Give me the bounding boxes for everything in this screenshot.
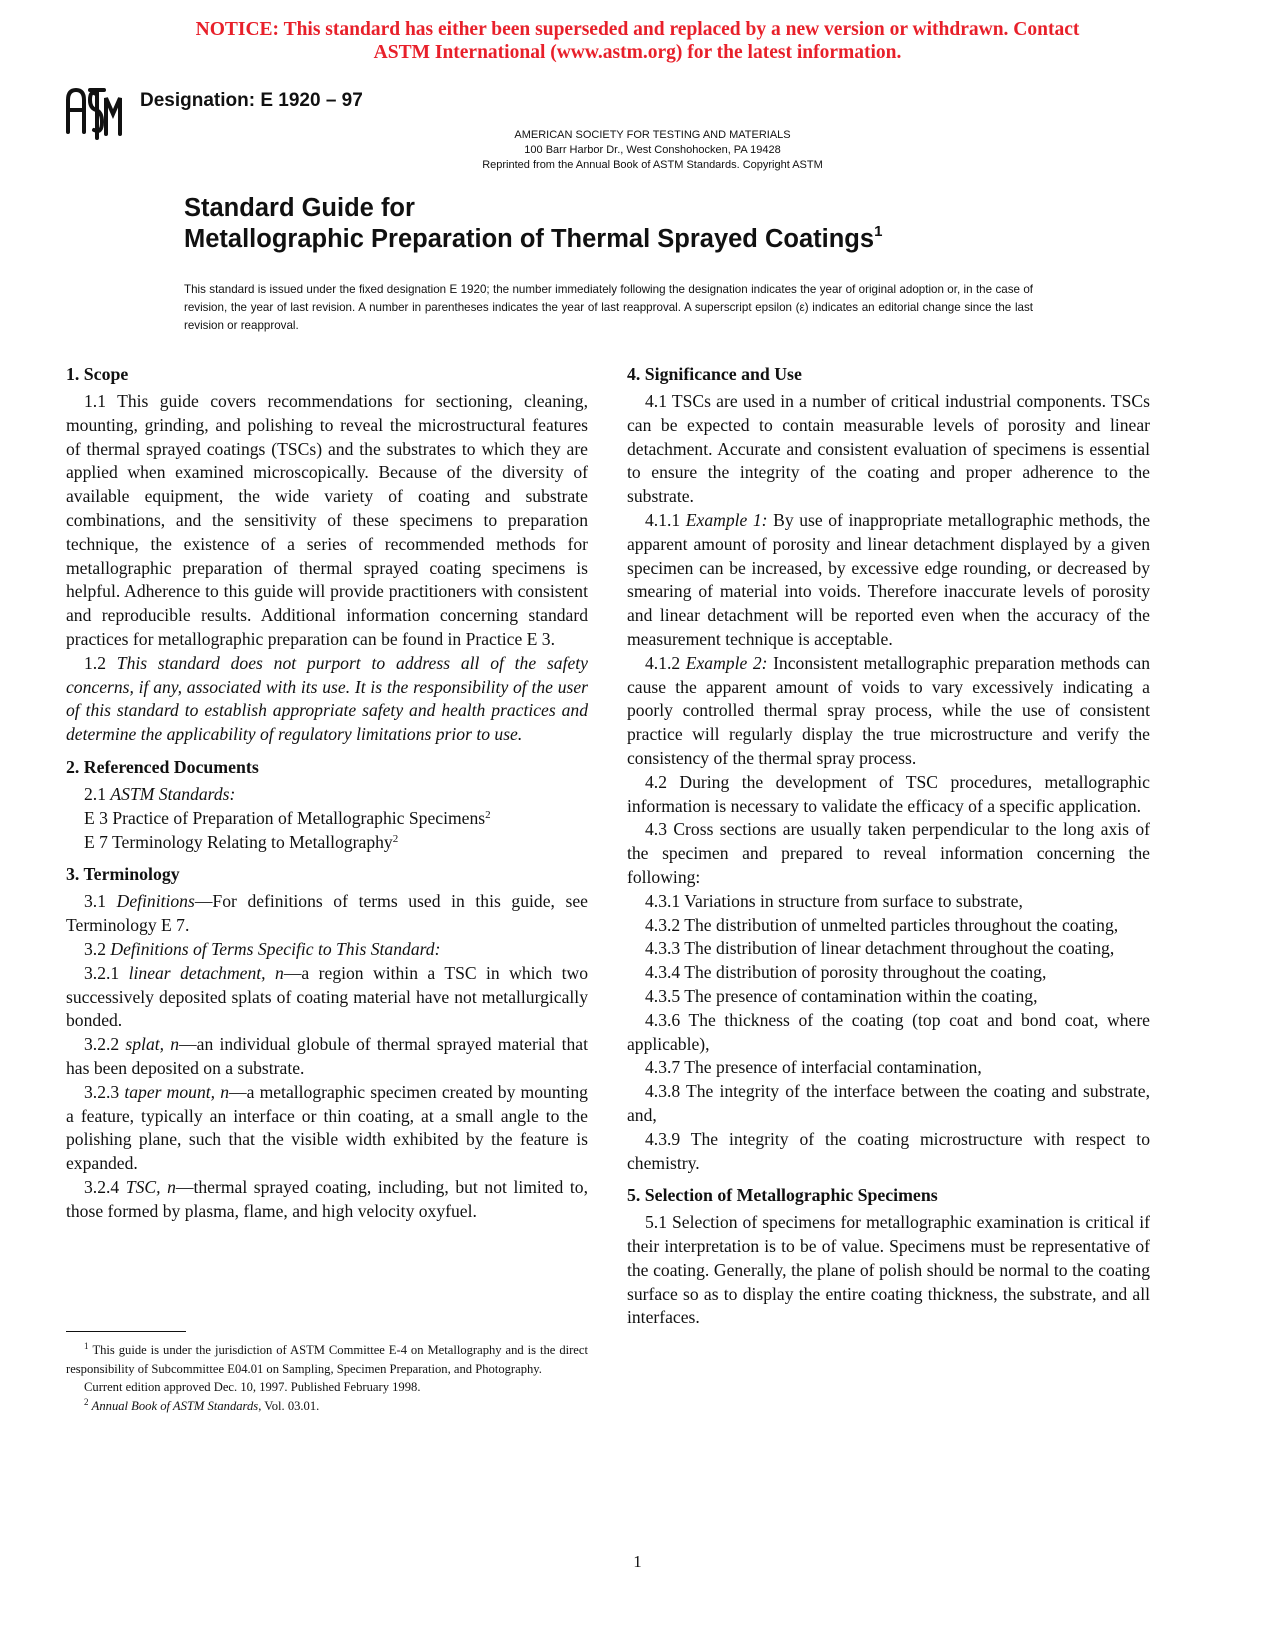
reprint-note: Reprinted from the Annual Book of ASTM Standards. Copyright ASTM (482, 159, 823, 171)
paragraph-4-2: 4.2 During the development of TSC procedures, metallographic information is necessary to validate the efficacy of a specific application. (627, 771, 1150, 816)
left-column (66, 362, 588, 1224)
paragraph-4-3-8: 4.3.8 The integrity of the interface between the coating and substrate, and, (627, 1081, 1150, 1125)
paragraph-3-1: 3.1 Definitions—For definitions of terms used in this guide, see Terminology E 7. (66, 891, 588, 936)
paragraph-4-3: 4.3 Cross sections are usually taken perpendicular to the long axis of the specimen and prepared to reveal information concerning the following: (627, 819, 1150, 887)
paragraph-4-1-1: 4.1.1 Example 1: By use of inappropriate metallographic methods, the apparent amount of porosity and linear detachment displayed by a given specimen can be increased, by excessive edge rounding, or decreased by smearing of material into voids. Therefore inaccurate levels of porosity and linear detachment will be reported even when the accuracy of the measurement technique is acceptable. (627, 509, 1151, 649)
paragraph-3-2-1: 3.2.1 linear detachment, n—a region within a TSC in which two successively deposited splats of coating material have not metallurgically bonded. (66, 962, 588, 1031)
paragraph-3-2-2: 3.2.2 splat, n—an individual globule of thermal sprayed material that has been deposited on a substrate. (66, 1034, 588, 1078)
section-heading-significance: 4. Significance and Use (627, 364, 802, 384)
paragraph-2-1: 2.1 ASTM Standards: (84, 783, 236, 804)
title-line-1: Standard Guide for (184, 194, 415, 222)
title-footnote-mark: 1 (874, 223, 883, 240)
section-heading-scope: 1. Scope (66, 364, 129, 384)
paragraph-3-2: 3.2 Definitions of Terms Specific to This Standard: (84, 938, 441, 959)
notice-line-1: NOTICE: This standard has either been superseded and replaced by a new version or withdrawn. Contact (195, 19, 1080, 40)
footnote-1-edition: Current edition approved Dec. 10, 1997. Published February 1998. (84, 1380, 421, 1394)
paragraph-4-1: 4.1 TSCs are used in a number of critical industrial components. TSCs can be expected to contain measurable levels of porosity and linear detachment. Accurate and consistent evaluation of specimens is essential to ensure the integrity of the coating and proper adherence to the substrate. (627, 391, 1150, 507)
issuance-note: This standard is issued under the fixed designation E 1920; the number immediately following the designation indicates the year of original adoption or, in the case of revision, the year of last revision. A number in parentheses indicates the year of last reapproval. A superscript epsilon (ε) indicates an editorial change since the last revision or reapproval. (184, 283, 1033, 332)
footnote-divider (66, 1331, 186, 1332)
paragraph-1-2: 1.2 This standard does not purport to address all of the safety concerns, if any, associated with its use. It is the responsibility of the user of this standard to establish appropriate safety and health practices and determine the applicability of regulatory limitations prior to use. (66, 652, 588, 745)
paragraph-4-3-3: 4.3.3 The distribution of linear detachment throughout the coating, (645, 938, 1115, 959)
paragraph-4-3-4: 4.3.4 The distribution of porosity throughout the coating, (645, 962, 1047, 983)
paragraph-4-3-2: 4.3.2 The distribution of unmelted particles throughout the coating, (645, 914, 1119, 935)
footnotes (66, 1341, 588, 1415)
paragraph-1-1: 1.1 This guide covers recommendations for sectioning, cleaning, mounting, grinding, and polishing to reveal the microstructural features of thermal sprayed coatings (TSCs) and the substrates to which they are applied when examined microscopically. Because of the diversity of available equipment, the wide variety of coating and substrate combinations, and the sensitivity of these specimens to preparation technique, the existence of a series of recommended methods for metallographic preparation of thermal sprayed coating specimens is helpful. Adherence to this guide will provide practitioners with consistent and reproducible results. Additional information concerning standard practices for metallographic preparation can be found in Practice E 3. (66, 391, 588, 649)
society-block (0, 128, 1275, 173)
section-heading-terminology: 3. Terminology (66, 864, 180, 885)
reference-e3: E 3 Practice of Preparation of Metallographic Specimens$^2$ (84, 807, 491, 828)
section-heading-referenced-documents: 2. Referenced Documents (66, 756, 259, 777)
paragraph-5-1: 5.1 Selection of specimens for metallographic examination is critical if their interpretation is to be of value. Specimens must be representative of the coating. Generally, the plane of polish should be normal to the coating surface so as to display the entire coating thickness, the substrate, and all interfaces. (627, 1212, 1150, 1328)
paragraph-4-3-5: 4.3.5 The presence of contamination within the coating, (645, 985, 1038, 1006)
paragraph-4-3-7: 4.3.7 The presence of interfacial contamination, (645, 1057, 982, 1078)
paragraph-4-1-2: 4.1.2 Example 2: Inconsistent metallographic preparation methods can cause the apparent amount of voids to vary excessively indicating a poorly controlled thermal spray process, while the use of consistent practice will regularly display the true microstructure and verify the consistency of the thermal spray process. (627, 652, 1150, 768)
page-number: 1 (633, 1552, 642, 1571)
withdrawal-notice (0, 18, 1275, 64)
paragraph-4-3-6: 4.3.6 The thickness of the coating (top coat and bond coat, where applicable), (627, 1009, 1150, 1054)
paragraph-3-2-4: 3.2.4 TSC, n—thermal sprayed coating, including, but not limited to, those formed by plasma, flame, and high velocity oxyfuel. (66, 1176, 588, 1221)
footnote-2: $^2$ Annual Book of ASTM Standards, Vol. 03.01. (84, 1396, 320, 1413)
section-heading-selection: 5. Selection of Metallographic Specimens (627, 1185, 938, 1206)
right-column (627, 362, 1150, 1330)
footnote-1: $^1$ This guide is under the jurisdiction of ASTM Committee E-4 on Metallography and is the direct responsibility of Subcommittee E04.01 on Sampling, Specimen Preparation, and Photography. (66, 1341, 588, 1376)
document-title (184, 193, 882, 255)
paragraph-4-3-9: 4.3.9 The integrity of the coating microstructure with respect to chemistry. (627, 1128, 1150, 1173)
designation: Designation: E 1920 – 97 (140, 90, 363, 111)
paragraph-3-2-3: 3.2.3 taper mount, n—a metallographic specimen created by mounting a feature, typically an interface or thin coating, at a small angle to the polishing plane, such that the visible width exhibited by the feature is expanded. (66, 1081, 588, 1174)
paragraph-4-3-1: 4.3.1 Variations in structure from surface to substrate, (645, 890, 1023, 911)
society-name: AMERICAN SOCIETY FOR TESTING AND MATERIALS (514, 129, 791, 141)
society-address: 100 Barr Harbor Dr., West Conshohocken, PA 19428 (524, 144, 781, 156)
reference-e7: E 7 Terminology Relating to Metallography$^2$ (84, 831, 399, 852)
title-line-2: Metallographic Preparation of Thermal Sprayed Coatings$^1$ (184, 223, 883, 253)
notice-line-2: ASTM International (www.astm.org) for the latest information. (373, 42, 902, 63)
